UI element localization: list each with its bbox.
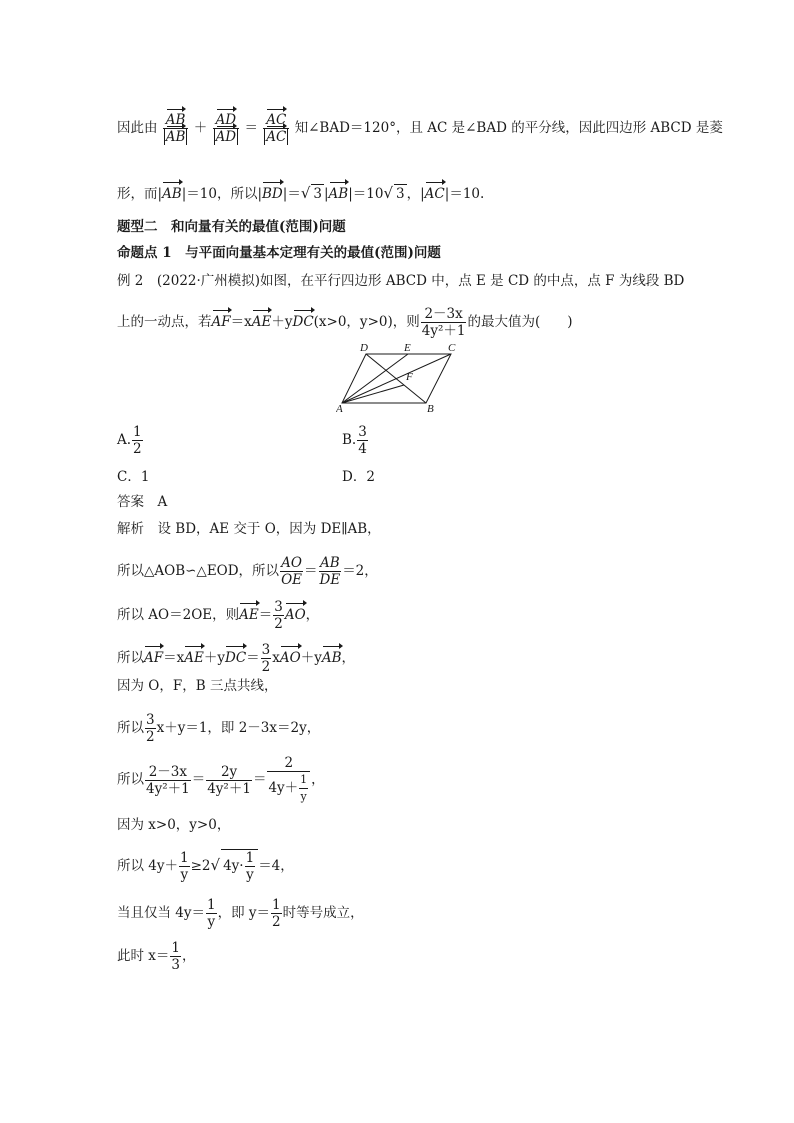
denominator: 2 [133,441,142,457]
sqrt-content [221,849,258,883]
text: ＋y [300,650,322,666]
equals-sign: ＝ [244,120,258,136]
vector-dc: DC [292,314,314,330]
text: x [272,650,280,666]
denominator: 2 [272,914,281,930]
sqrt-sign: √ [383,184,394,202]
text: ＝2， [342,563,378,579]
text: 所以 AO＝2OE，则 [117,607,240,623]
text: 的最大值为( ) [467,314,573,330]
numerator: 2y [206,764,252,781]
denominator: 4y²＋1 [207,780,251,797]
text: 知∠BAD＝120°，且 AC 是∠BAD 的平分线，因此四边形 ABCD 是菱 [294,120,723,136]
option-b [342,424,369,457]
text: ， [311,771,325,788]
numerator: 1 [171,940,180,956]
solution-line-1: 解析 设 BD，AE 交于 O，因为 DE∥AB， [117,521,381,537]
text: 当且仅当 4y＝ [117,905,206,921]
text: 4y＋ [268,780,299,796]
text: |＝10. [444,186,485,202]
text: ＝ [304,563,318,579]
vector-af: AF [144,650,164,666]
label-f: F [406,371,413,383]
option-label: A. [117,432,132,448]
section-title: 题型二 和向量有关的最值(范围)问题 [117,219,346,235]
numerator: 1 [133,424,142,440]
vector-ae: AE [239,607,259,623]
text: x＋y＝1，即 2－3x＝2y， [156,720,321,736]
denominator: DE [319,572,341,588]
text: ≥2 [190,858,211,874]
line-2 [117,184,484,203]
fraction [271,897,282,930]
text: 4y· [223,858,244,874]
vector-ab: AB [162,186,182,202]
numerator: AB [320,555,340,571]
fraction [206,764,252,797]
option-d: D．2 [342,469,375,485]
text: ＝ [191,771,206,788]
fraction [280,555,303,588]
vector-dc: DC [225,650,247,666]
segment-af [342,385,404,403]
denominator: y [207,914,216,930]
solution-line-2 [117,555,378,588]
diagonal-ac [342,354,451,403]
text: ＝ [252,771,267,788]
numerator: 1 [245,850,255,866]
vector-ab-abs: AB [165,129,186,145]
vector-ab: AB [321,650,342,666]
numerator: 1 [272,897,281,913]
vector-ab: AB [328,186,349,202]
fraction [179,850,190,883]
numerator: AO [281,555,302,571]
numerator: 1 [207,897,216,913]
text: ＝x [230,314,252,330]
fraction [245,850,256,883]
text: 上的一动点，若 [117,314,212,330]
numerator: 1 [180,850,189,866]
plus-sign: ＋ [193,120,208,136]
fraction [145,764,191,797]
vector-ae: AE [184,650,204,666]
text: ＋y [271,314,293,330]
denominator: OE [281,572,302,588]
text: 因此由 [117,120,158,136]
fraction [170,940,181,973]
fraction [261,642,272,675]
option-label: B. [342,432,357,448]
solution-line-11 [117,940,196,973]
text: ，即 y＝ [217,905,271,921]
numerator: 1 [299,772,308,789]
label-e: E [404,342,411,354]
option-a [117,424,144,457]
vector-bd: BD [262,186,283,202]
label-a: A [336,403,343,413]
fraction [319,555,342,588]
text: 所以 [117,650,144,666]
denominator [267,772,310,805]
example-line-1: 例 2 (2022·广州模拟)如图，在平行四边形 ABCD 中，点 E 是 CD 的中点，点 F 为线段 BD [117,273,685,289]
numerator: 2 [267,755,310,772]
vector-ad: AD [215,112,237,128]
sqrt-3: 3 [396,186,405,202]
vector-ac: AC [266,112,287,128]
fraction [299,772,308,805]
solution-line-9 [117,849,294,883]
text: 此时 x＝ [117,948,170,964]
parallelogram-figure [336,341,466,413]
label-d: D [360,342,368,354]
numerator: 3 [274,599,283,615]
numerator: 2－3x [145,764,191,781]
text: ， [305,607,320,623]
text: ， [182,948,196,964]
vector-ae: AE [251,314,272,330]
vector-ac: AC [424,186,445,202]
solution-line-8: 因为 x>0，y>0， [117,817,231,833]
answer: 答案 A [117,494,168,510]
text: |＝ [282,186,301,202]
subsection-title: 命题点 1 与平面向量基本定理有关的最值(范围)问题 [117,245,441,261]
numerator: 3 [261,642,271,658]
text: |＝10 [348,186,384,202]
text: (x>0，y>0)，则 [313,314,420,330]
text: 所以 4y＋ [117,858,179,874]
denominator: y [180,867,189,883]
denominator: y [246,867,254,883]
sqrt-sign: √ [210,856,221,874]
text: ，| [406,186,425,202]
numerator: 3 [146,712,155,728]
vector-ao: AO [279,650,301,666]
numerator: 3 [358,424,367,440]
text: ＝ [258,607,273,623]
vector-ao: AO [284,607,306,623]
sqrt-3: 3 [313,186,322,202]
text: ＝4， [258,858,294,874]
denominator: 4 [358,441,367,457]
fraction [267,755,310,805]
denominator: 3 [171,957,180,973]
solution-line-7 [117,755,325,805]
denominator: 4y²＋1 [421,323,466,339]
fraction-ac [263,112,289,145]
vector-ab: AB [165,112,186,128]
denominator: 2 [261,659,271,675]
solution-line-6 [117,712,320,745]
fraction-ab [163,112,189,145]
solution-line-3 [117,599,319,632]
solution-line-5: 因为 O，F，B 三点共线， [117,678,278,694]
denominator: 2 [274,616,283,632]
numerator: 2－3x [421,306,467,323]
solution-line-4 [117,642,355,675]
denominator: 2 [146,729,155,745]
label-b: B [427,403,434,413]
solution-line-10 [117,897,364,930]
vector-ac-abs: AC [266,129,287,145]
sqrt-sign: √ [300,184,311,202]
fraction [421,306,467,339]
fraction [357,424,368,457]
line-1 [117,112,723,145]
text: |＝10，所以| [181,186,263,202]
text: ＝ [246,650,260,666]
vector-ad-abs: AD [215,129,237,145]
text: 所以 [117,720,144,736]
text: | [323,186,329,202]
fraction [145,712,156,745]
text: 所以 [117,771,144,788]
fraction [273,599,284,632]
text: ＋y [203,650,225,666]
fraction [206,897,217,930]
label-c: C [448,342,456,354]
text: 时等号成立， [282,905,364,921]
denominator: 4y²＋1 [146,780,190,797]
fraction [132,424,143,457]
text: ， [341,650,356,666]
option-c: C．1 [117,469,150,485]
text: 形，而| [117,186,163,202]
example-line-2 [117,306,573,339]
text: ＝x [163,650,185,666]
vector-af: AF [211,314,231,330]
text: 所以△AOB∽△EOD，所以 [117,563,280,579]
fraction-ad [213,112,240,145]
denominator: y [300,790,307,803]
